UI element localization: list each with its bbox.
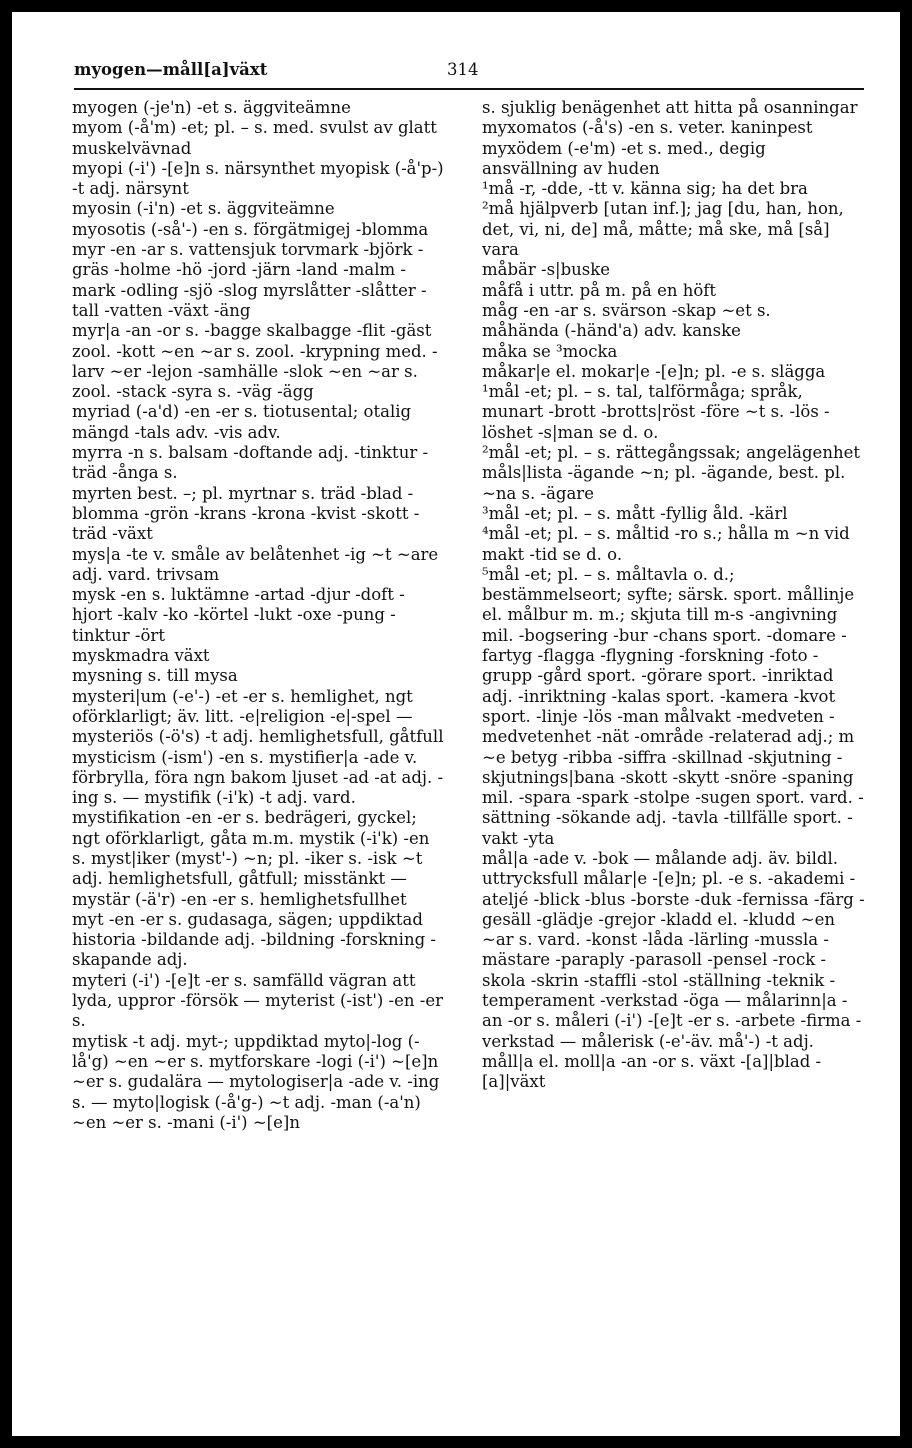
entry-mahanda: måhända (-händ'a) adv. kanske	[482, 321, 741, 341]
entry-myr: myr -en -ar s. vattensjuk torvmark -björk -gräs -holme -hö -jord -järn -land -malm -mark -odling -sjö -slog myrslåtter -slåtter -tall -vatten -växt -äng	[72, 240, 427, 320]
entry-myopi: myopi (-i') -[e]n s. närsynthet myopisk (-å'p-) -t adj. närsynt	[72, 158, 444, 199]
entry-mala: mål|a -ade v. -bok — målande adj. äv. bildl. uttrycksfull målar|e -[e]n; pl. -e s. -akademi -ateljé -blick -blus -borste -duk -fernissa -färg -gesäll -glädje -grejor -kladd el. -kludd ~en ~ar s. vard. -konst -låda -lärling -mussla -mästare -paraply -parasoll -pensel -rock -skola -skrin -staffli -stol -ställning -teknik -temperament -verkstad -öga — målarinn|a -an -or s. måleri (-i') -[e]t -er s. -arbete -firma -verkstad — målerisk (-e'-äv. må'-) -t adj.	[482, 848, 865, 1051]
entry-mal-3: ³mål -et; pl. – s. mått -fyllig åld. -kärl	[482, 503, 788, 523]
entry-myt: myt -en -er s. gudasaga, sägen; uppdiktad historia -bildande adj. -bildning -forskning -skapande adj.	[72, 909, 436, 970]
entry-mal-4: ⁴mål -et; pl. – s. måltid -ro s.; hålla m ~n vid makt -tid se d. o.	[482, 524, 850, 564]
entry-mal-1: ¹mål -et; pl. – s. tal, talförmåga; språk, munart -brott -brotts|röst -före ~t s. -lös -löshet -s|man se d. o.	[482, 382, 830, 442]
entry-myxodem: myxödem (-e'm) -et s. med., degig ansvällning av huden	[482, 138, 766, 178]
entry-malla: måll|a el. moll|a -an -or s. växt -[a]|blad -[a]|växt	[482, 1051, 822, 1092]
entry-mafa: måfå i uttr. på m. på en höft	[482, 280, 717, 300]
entry-continuation: s. sjuklig benägenhet att hitta på osanningar	[482, 98, 858, 117]
entry-myrra: myrra -n s. balsam -doftande adj. -tinktur -träd -ånga s.	[72, 443, 429, 483]
entry-maka: måka se ³mocka	[482, 341, 618, 361]
right-column	[482, 98, 866, 1093]
entry-mytisk: mytisk -t adj. myt-; uppdiktad myto|-log (-lå'g) ~en ~er s. mytforskare -logi (-i') ~[e]n ~er s. gudalära — mytologiser|a -ade v. -ing s. — myto|logisk (-å'g-) ~t adj. -man (-a'n) ~en ~er s. -mani (-i') ~[e]n	[72, 1031, 440, 1132]
entry-myriad: myriad (-a'd) -en -er s. tiotusental; otalig mängd -tals adv. -vis adv.	[72, 402, 412, 442]
entry-myteri: myteri (-i') -[e]t -er s. samfälld vägran att lyda, uppror -försök — myterist (-ist') -en -er s.	[72, 970, 444, 1031]
entry-mag: måg -en -ar s. svärson -skap ~et s.	[482, 300, 771, 320]
entry-mysterium: mysteri|um (-e'-) -et -er s. hemlighet, ngt oförklarligt; äv. litt. -e|religion -e|-spel — mysteriös (-ö's) -t adj. hemlighetsfull, gåtfull mysticism (-ism') -en s. mystifier|a -ade v. förbrylla, föra ngn bakom ljuset -ad -at adj. -ing s. — mystifik (-i'k) -t adj. vard. mystifikation -en -er s. bedrägeri, gyckel; ngt oförklarligt, gåta m.m. mystik (-i'k) -en s. myst|iker (myst'-) ~n; pl. -iker s. -isk ~t adj. hemlighetsfull, gåtfull; misstänkt — mystär (-ä'r) -en -er s. hemlighetsfullhet	[72, 686, 444, 909]
entry-myrten: myrten best. –; pl. myrtnar s. träd -blad -blomma -grön -krans -krona -kvist -skott -träd -växt	[72, 483, 420, 544]
page-number: 314	[447, 60, 479, 79]
entry-ma-2: ²må hjälpverb [utan inf.]; jag [du, han, hon, det, vi, ni, de] må, måtte; må ske, må [så] vara	[482, 199, 844, 260]
entry-mysning: mysning s. till mysa	[72, 666, 238, 686]
entry-mabar: måbär -s|buske	[482, 260, 611, 280]
left-column	[72, 98, 444, 1133]
entry-myogen: myogen (-je'n) -et s. äggviteämne	[72, 98, 351, 117]
entry-makare: måkar|e el. mokar|e -[e]n; pl. -e s. slägga	[482, 361, 826, 381]
entry-myosin: myosin (-i'n) -et s. äggviteämne	[72, 199, 335, 219]
entry-myom: myom (-å'm) -et; pl. – s. med. svulst av glatt muskelvävnad	[72, 118, 437, 158]
dictionary-page	[12, 12, 900, 1436]
entry-myxomatos: myxomatos (-å's) -en s. veter. kaninpest	[482, 118, 813, 138]
entry-myra: myr|a -an -or s. -bagge skalbagge -flit -gäst zool. -kott ~en ~ar s. zool. -krypning med. -larv ~er -lejon -samhälle -slok ~en ~ar s. zool. -stack -syra s. -väg -ägg	[72, 321, 438, 402]
entry-mysk: mysk -en s. luktämne -artad -djur -doft -hjort -kalv -ko -körtel -lukt -oxe -pung -tinktur -ört	[72, 585, 405, 645]
header-rule	[74, 88, 864, 90]
running-header-title: myogen—måll[a]växt	[74, 60, 268, 79]
entry-myosotis: myosotis (-så'-) -en s. förgätmigej -blomma	[72, 219, 429, 239]
entry-mal-2: ²mål -et; pl. – s. rättegångssak; angelägenhet måls|lista -ägande ~n; pl. -ägande, best. pl. ~na s. -ägare	[482, 443, 860, 503]
entry-ma-1: ¹må -r, -dde, -tt v. känna sig; ha det bra	[482, 179, 808, 199]
entry-mysa: mys|a -te v. småle av belåtenhet -ig ~t ~are adj. vard. trivsam	[72, 544, 439, 584]
entry-myskmadra: myskmadra växt	[72, 646, 210, 666]
entry-mal-5: ⁵mål -et; pl. – s. måltavla o. d.; bestämmelseort; syfte; särsk. sport. mållinje el. målbur m. m.; skjuta till m-s -angivning mil. -bogsering -bur -chans sport. -domare -fartyg -flagga -flygning -forskning -foto -grupp -gård sport. -görare sport. -inriktad adj. -inriktning -kalas sport. -kamera -kvot sport. -linje -lös -man målvakt -medveten -medvetenhet -nät -område -relaterad adj.; m ~e betyg -ribba -siffra -skillnad -skjutning -skjutnings|bana -skott -skytt -snöre -spaning mil. -spara -spark -stolpe -sugen sport. vard. -sättning -sökande adj. -tavla -tillfälle sport. -vakt -yta	[482, 564, 864, 848]
